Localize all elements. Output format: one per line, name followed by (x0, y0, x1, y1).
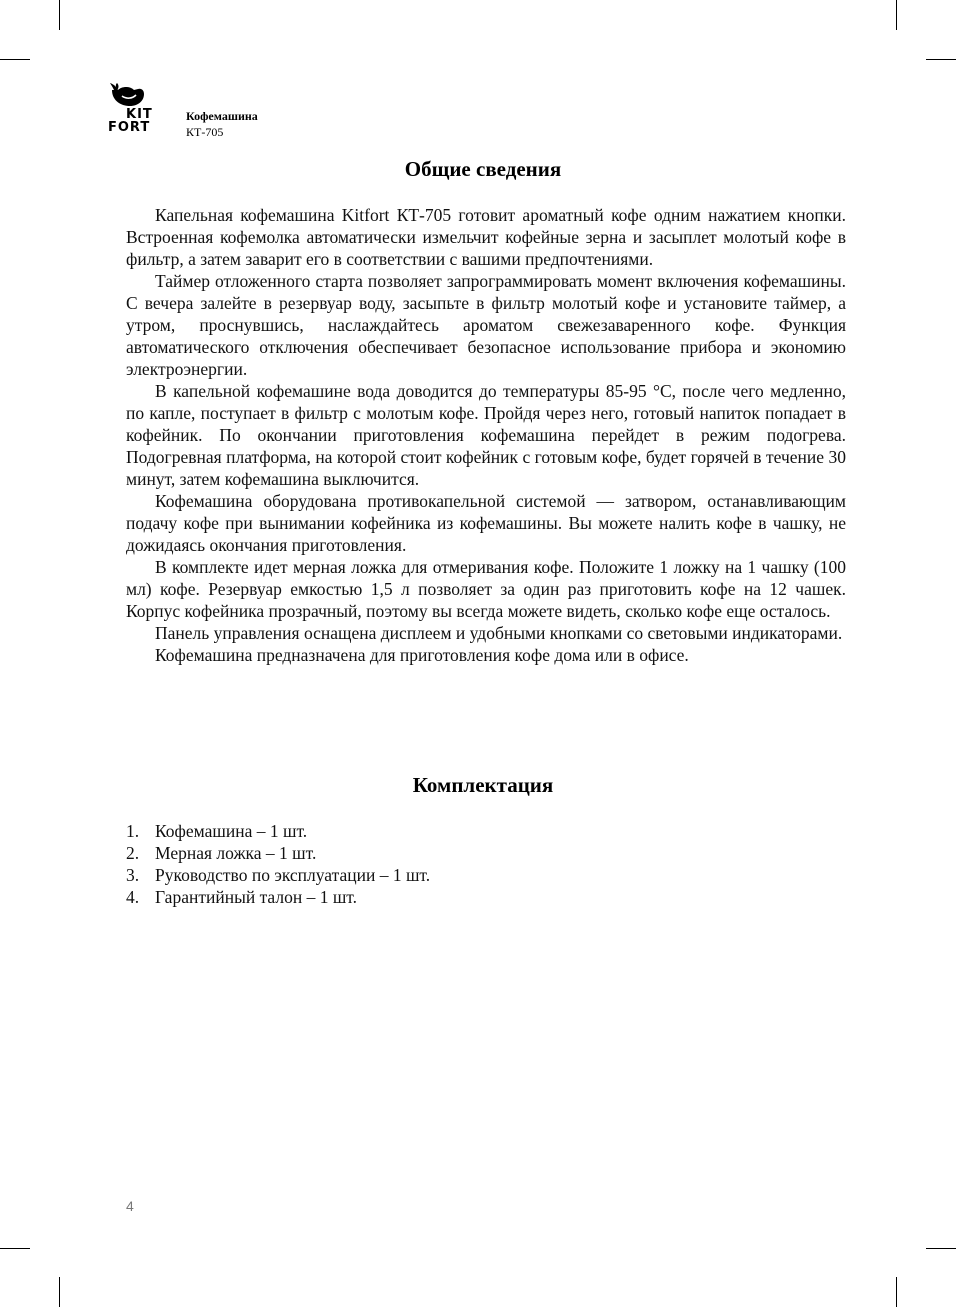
paragraph: Панель управления оснащена дисплеем и удобными кнопками со световыми индикаторами. (155, 623, 843, 643)
paragraph: Капельная кофемашина Kitfort КТ-705 готовит ароматный кофе одним нажатием кнопки. Встроенная кофемолка автоматически измельчит кофейные зерна и засыплет молотый кофе в фильтр, а затем заварит его в соответствии с вашими предпочтениями. (126, 205, 846, 269)
logo-wordmark (108, 107, 153, 135)
kit-list (126, 820, 430, 908)
list-item (126, 820, 430, 842)
crop-mark-top-right-h (926, 59, 956, 60)
crop-mark-bottom-left (59, 1277, 60, 1307)
crop-mark-bottom-right (896, 1277, 897, 1307)
list-item-text: Гарантийный талон – 1 шт. (155, 887, 358, 907)
list-item-text: Кофемашина – 1 шт. (155, 821, 308, 841)
product-model: КТ-705 (186, 125, 224, 139)
product-label (186, 108, 258, 140)
general-section-title: Общие сведения (404, 157, 562, 181)
list-item-number: 2. (126, 843, 140, 863)
paragraph: Таймер отложенного старта позволяет запрограммировать момент включения кофемашины. С вечера залейте в резервуар воду, засыпьте в фильтр молотый кофе и установите таймер, а утром, проснувшись, наслаждайтесь ароматом свежезаваренного кофе. Функция автоматического отключения обеспечивает безопасное использование прибора и экономию электроэнергии. (126, 271, 846, 379)
paragraph: Кофемашина предназначена для приготовления кофе дома или в офисе. (155, 645, 689, 665)
list-item (126, 842, 430, 864)
crop-mark-top-left-h (0, 59, 30, 60)
paragraph: Кофемашина оборудована противокапельной системой — затвором, останавливающим подачу кофе при вынимании кофейника из кофемашины. Вы можете налить кофе в чашку, не дожидаясь окончания приготовления. (126, 491, 846, 555)
list-item-number: 4. (126, 887, 140, 907)
kit-section-title: Комплектация (412, 773, 554, 797)
list-item-number: 3. (126, 865, 140, 885)
crop-mark-bottom-right-h (926, 1248, 956, 1249)
product-name: Кофемашина (186, 109, 258, 123)
list-item-text: Мерная ложка – 1 шт. (155, 843, 317, 863)
paragraph: В комплекте идет мерная ложка для отмеривания кофе. Положите 1 ложку на 1 чашку (100 мл) кофе. Резервуар емкостью 1,5 л позволяет за один раз приготовить кофе на 12 чашек. Корпус кофейника прозрачный, поэтому вы всегда можете видеть, сколько кофе еще осталось. (126, 557, 846, 621)
page-number: 4 (126, 1198, 134, 1214)
list-item (126, 864, 430, 886)
logo-kit: KIT (126, 107, 153, 122)
crop-mark-bottom-left-h (0, 1248, 30, 1249)
crop-mark-top-left (59, 0, 60, 30)
crop-mark-top-right (896, 0, 897, 30)
general-section-body (126, 204, 846, 666)
whale-kettle-icon (108, 80, 148, 108)
kitfort-logo (108, 80, 172, 140)
paragraph: В капельной кофемашине вода доводится до температуры 85-95 °С, после чего медленно, по капле, поступает в фильтр с молотым кофе. Пройдя через него, готовый напиток попадает в кофейник. По окончании приготовления кофемашина перейдет в режим подогрева. Подогревная платформа, на которой стоит кофейник с готовым кофе, будет горячей в течение 30 минут, затем кофемашина выключится. (126, 381, 846, 489)
list-item-text: Руководство по эксплуатации – 1 шт. (155, 865, 431, 885)
list-item (126, 886, 430, 908)
logo-fort: FORT (108, 120, 151, 135)
list-item-number: 1. (126, 821, 140, 841)
